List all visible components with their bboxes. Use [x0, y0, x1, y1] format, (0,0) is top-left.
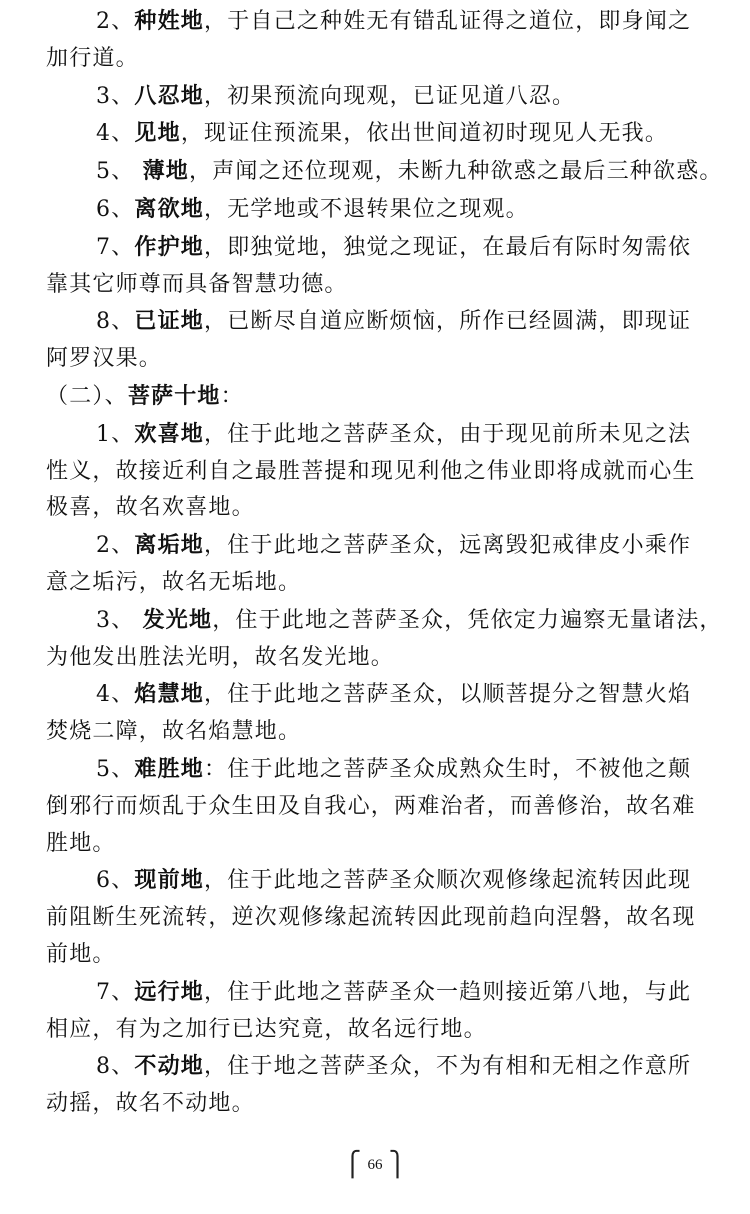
- text-line: [46, 229, 712, 267]
- text-segment: ，现证住预流果，依出世间道初时现见人无我。: [180, 121, 669, 147]
- text-segment: 前地。: [46, 941, 116, 967]
- text-segment: ：: [220, 383, 244, 409]
- text-segment: （二）、: [46, 383, 128, 409]
- text-segment: ，住于此地之菩萨圣众，以顺菩提分之智慧火焰: [204, 682, 692, 708]
- text-segment: ，声闻之还位现观，未断九种欲惑之最后三种欲惑。: [189, 159, 723, 185]
- text-line: [46, 1086, 712, 1123]
- paragraph-faguang: [46, 602, 723, 677]
- text-line: [46, 862, 712, 900]
- text-segment: ，住于此地之菩萨圣众顺次观修缘起流转因此现: [204, 868, 692, 894]
- text-segment: 8、: [96, 309, 135, 335]
- text-line: [46, 191, 712, 229]
- text-segment: 加行道。: [46, 45, 139, 71]
- text-segment: 焚烧二障，故名焰慧地。: [46, 719, 302, 745]
- term-name: 种姓地: [134, 8, 205, 34]
- text-segment: 4、: [96, 121, 135, 147]
- paragraph-huanxi: [46, 416, 712, 527]
- term-name: 欢喜地: [134, 420, 205, 447]
- text-segment: ，于自己之种姓无有错乱证得之道位，即身闻之: [204, 9, 692, 34]
- term-name: 菩萨十地: [127, 382, 221, 409]
- text-line: [46, 565, 712, 602]
- text-segment: ：住于此地之菩萨圣众成熟众生时，不被他之颠: [204, 756, 692, 782]
- text-line: [46, 751, 712, 789]
- text-segment: 3、: [96, 83, 135, 109]
- term-name: 焰慧地: [134, 681, 205, 708]
- text-line: [46, 676, 712, 714]
- text-line: [46, 789, 712, 826]
- term-name: 离垢地: [134, 532, 205, 559]
- text-segment: 性义，故接近利自之最胜菩提和现见利他之伟业即将成就而心生: [46, 458, 696, 484]
- paragraph-zhongxing: [46, 3, 712, 78]
- text-segment: ，初果预流向现观，已证见道八忍。: [204, 83, 576, 109]
- text-segment: 7、: [96, 234, 135, 260]
- text-segment: ，已断尽自道应断烦恼，所作已经圆满，即现证: [204, 309, 692, 335]
- text-line: [46, 527, 712, 565]
- text-segment: 5、: [96, 159, 143, 185]
- text-segment: 6、: [96, 196, 135, 222]
- text-line: [46, 303, 712, 341]
- text-segment: ，住于此地之菩萨圣众，远离毁犯戒律皮小乘作: [204, 533, 692, 559]
- text-segment: 8、: [96, 1054, 135, 1080]
- text-line: [46, 640, 712, 677]
- text-line: [46, 490, 712, 527]
- text-line: [46, 378, 712, 416]
- text-line: [46, 900, 712, 937]
- body-text: [46, 3, 723, 1123]
- text-segment: 胜地。: [46, 830, 116, 856]
- paragraph-ligou: [46, 527, 712, 602]
- term-name: 不动地: [134, 1053, 205, 1080]
- text-line: [46, 78, 712, 116]
- paragraph-yanhui: [46, 676, 712, 751]
- paragraph-liyu: [46, 191, 712, 229]
- term-name: 薄地: [142, 158, 189, 185]
- text-segment: ，住于此地之菩萨圣众一趋则接近第八地，与此: [204, 979, 692, 1005]
- text-line: [46, 1012, 712, 1049]
- text-line: [46, 714, 712, 751]
- paragraph-bo: [46, 153, 723, 191]
- text-segment: ，住于地之菩萨圣众，不为有相和无相之作意所: [204, 1054, 692, 1080]
- text-segment: 意之垢污，故名无垢地。: [46, 569, 302, 595]
- text-segment: 动摇，故名不动地。: [46, 1091, 255, 1117]
- term-name: 作护地: [134, 233, 205, 260]
- text-line: [46, 41, 712, 78]
- text-segment: 倒邪行而烦乱于众生田及自我心，两难治者，而善修治，故名难: [46, 793, 696, 819]
- term-name: 难胜地: [134, 755, 205, 782]
- text-line: [46, 153, 723, 191]
- text-line: [46, 267, 712, 304]
- text-line: [46, 937, 712, 974]
- text-segment: 靠其它师尊而具备智慧功德。: [46, 271, 348, 297]
- text-segment: ，住于此地之菩萨圣众，由于现见前所未见之法: [204, 421, 692, 447]
- text-segment: 1、: [96, 421, 135, 447]
- term-name: 发光地: [142, 606, 213, 633]
- left-brace-ornament: ⎧: [343, 1152, 362, 1178]
- paragraph-jian: [46, 115, 712, 153]
- text-segment: 前阻断生死流转，逆次观修缘起流转因此现前趋向涅磐，故名现: [46, 905, 696, 931]
- text-segment: 极喜，故名欢喜地。: [46, 495, 255, 521]
- term-name: 离欲地: [134, 195, 205, 222]
- term-name: 八忍地: [134, 82, 205, 109]
- paragraph-yuanxing: [46, 974, 712, 1049]
- text-segment: 6、: [96, 868, 135, 894]
- paragraph-budong: [46, 1048, 712, 1123]
- paragraph-nansheng: [46, 751, 712, 862]
- page-footer: [0, 1150, 750, 1179]
- text-line: [46, 416, 712, 454]
- paragraph-baren: [46, 78, 712, 116]
- text-line: [46, 826, 712, 863]
- text-segment: ，住于此地之菩萨圣众，凭依定力遍察无量诸法，: [212, 607, 723, 633]
- text-line: [46, 454, 712, 491]
- paragraph-zuohu: [46, 229, 712, 304]
- term-name: 现前地: [134, 867, 205, 894]
- paragraph-xianqian: [46, 862, 712, 973]
- text-line: [46, 974, 712, 1012]
- text-line: [46, 602, 723, 640]
- text-segment: ，即独觉地，独觉之现证，在最后有际时匆需依: [204, 234, 692, 260]
- text-segment: ，无学地或不退转果位之现观。: [204, 196, 529, 222]
- text-segment: 为他发出胜法光明，故名发光地。: [46, 644, 395, 670]
- text-segment: 3、: [96, 607, 143, 633]
- text-segment: 5、: [96, 756, 135, 782]
- paragraph-yizheng: [46, 303, 712, 378]
- text-line: [46, 115, 712, 153]
- text-segment: 相应，有为之加行已达究竟，故名远行地。: [46, 1016, 487, 1042]
- section-heading: [46, 378, 712, 416]
- term-name: 见地: [134, 120, 181, 147]
- text-segment: 4、: [96, 682, 135, 708]
- text-line: [46, 1048, 712, 1086]
- text-segment: 2、: [96, 9, 135, 34]
- text-segment: 7、: [96, 979, 135, 1005]
- term-name: 已证地: [134, 308, 205, 335]
- text-line: [46, 3, 712, 41]
- text-segment: 2、: [96, 533, 135, 559]
- page-number: 66: [367, 1157, 383, 1173]
- right-brace-ornament: ⎫: [388, 1152, 407, 1178]
- text-line: [46, 341, 712, 378]
- term-name: 远行地: [134, 978, 205, 1005]
- text-segment: 阿罗汉果。: [46, 346, 163, 372]
